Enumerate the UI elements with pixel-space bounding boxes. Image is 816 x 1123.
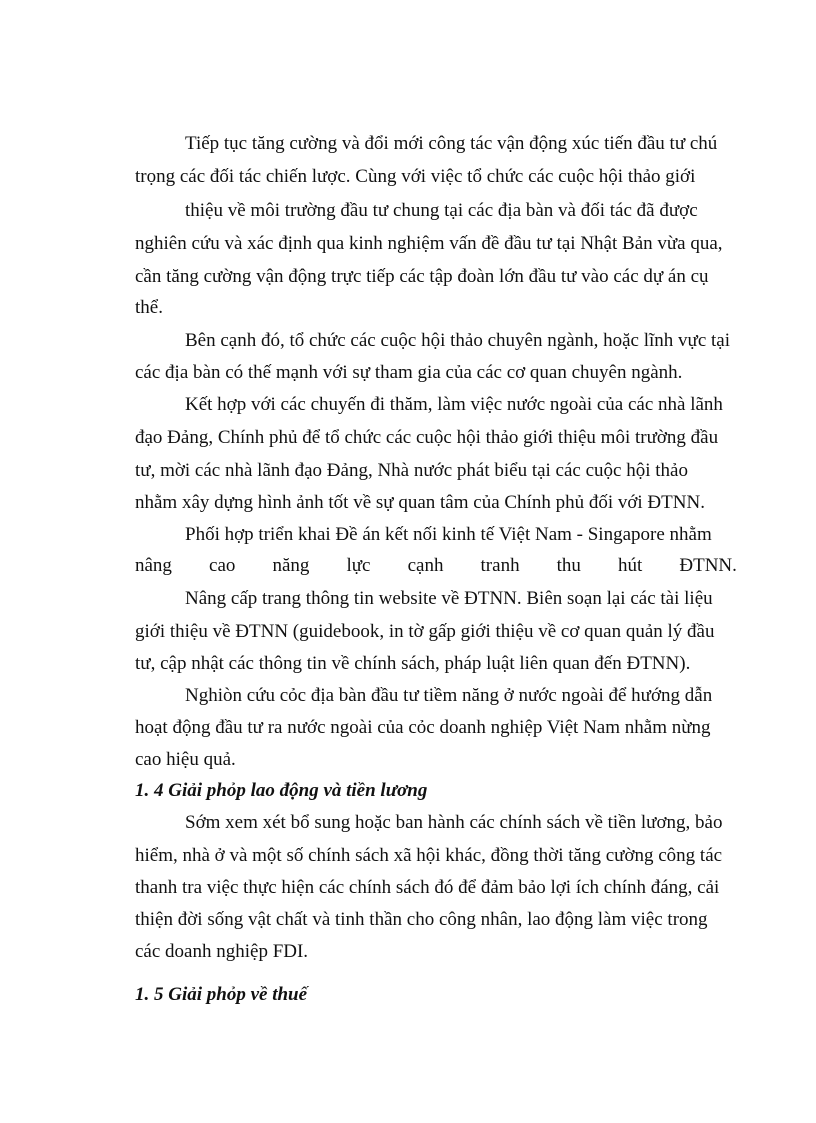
paragraph-line: Nâng cấp trang thông tin website về ĐTNN. Biên soạn lại các tài liệu (185, 588, 713, 609)
paragraph-line: Bên cạnh đó, tổ chức các cuộc hội thảo chuyên ngành, hoặc lĩnh vực tại (185, 330, 731, 351)
paragraph-line: đạo Đảng, Chính phủ để tổ chức các cuộc hội thảo giới thiệu môi trường đầu (135, 427, 719, 448)
paragraph-line: các địa bàn có thế mạnh với sự tham gia của các cơ quan chuyên ngành. (135, 362, 683, 383)
paragraph-line: thiện đời sống vật chất và tinh thần cho công nhân, lao động làm việc trong (135, 909, 708, 930)
justified-word: năng (272, 555, 310, 576)
paragraph-line: nghiên cứu và xác định qua kinh nghiệm vấn đề đầu tư tại Nhật Bản vừa qua, (135, 233, 723, 254)
paragraph-line: Phối hợp triển khai Đề án kết nối kinh tế Việt Nam - Singapore nhằm (185, 524, 712, 545)
justified-word: tranh (480, 555, 520, 576)
paragraph-line: giới thiệu về ĐTNN (guidebook, in tờ gấp giới thiệu về cơ quan quản lý đầu (135, 621, 715, 642)
paragraph-line: hoạt động đầu tư ra nước ngoài của cỏc doanh nghiệp Việt Nam nhằm nừng (135, 717, 711, 738)
justified-word: thu (556, 555, 581, 576)
paragraph-line: thiệu về môi trường đầu tư chung tại các địa bàn và đối tác đã được (185, 200, 698, 221)
paragraph-line: thanh tra việc thực hiện các chính sách đó để đảm bảo lợi ích chính đáng, cải (135, 877, 720, 898)
section-heading: 1. 5 Giải phỏp về thuế (135, 984, 308, 1005)
justified-word: lực (346, 555, 371, 576)
paragraph-line: Tiếp tục tăng cường và đổi mới công tác vận động xúc tiến đầu tư chú (185, 133, 718, 154)
paragraph-line: Kết hợp với các chuyến đi thăm, làm việc nước ngoài của các nhà lãnh (185, 394, 723, 415)
paragraph-line: cao hiệu quả. (135, 749, 236, 770)
paragraph-line: tư, cập nhật các thông tin về chính sách, pháp luật liên quan đến ĐTNN). (135, 653, 691, 674)
paragraph-line: hiểm, nhà ở và một số chính sách xã hội khác, đồng thời tăng cường công tác (135, 845, 723, 866)
paragraph-line: Nghiòn cứu cỏc địa bàn đầu tư tiềm năng ở nước ngoài để hướng dẫn (185, 685, 713, 706)
justified-word: ĐTNN. (679, 555, 737, 576)
justified-paragraph-line (135, 555, 737, 577)
paragraph-line: trọng các đối tác chiến lược. Cùng với việc tổ chức các cuộc hội thảo giới (135, 166, 696, 187)
paragraph-line: Sớm xem xét bổ sung hoặc ban hành các chính sách về tiền lương, bảo (185, 812, 723, 833)
justified-word: hút (618, 555, 643, 576)
justified-word: cạnh (407, 555, 444, 576)
paragraph-line: thể. (135, 297, 163, 318)
paragraph-line: cần tăng cường vận động trực tiếp các tập đoàn lớn đầu tư vào các dự án cụ (135, 266, 709, 287)
paragraph-line: các doanh nghiệp FDI. (135, 941, 309, 962)
paragraph-line: nhằm xây dựng hình ảnh tốt về sự quan tâm của Chính phủ đối với ĐTNN. (135, 492, 705, 513)
paragraph-line: tư, mời các nhà lãnh đạo Đảng, Nhà nước phát biểu tại các cuộc hội thảo (135, 460, 688, 481)
justified-word: nâng (135, 555, 172, 576)
section-heading: 1. 4 Giải phỏp lao động và tiền lương (135, 780, 428, 801)
justified-word: cao (209, 555, 236, 576)
